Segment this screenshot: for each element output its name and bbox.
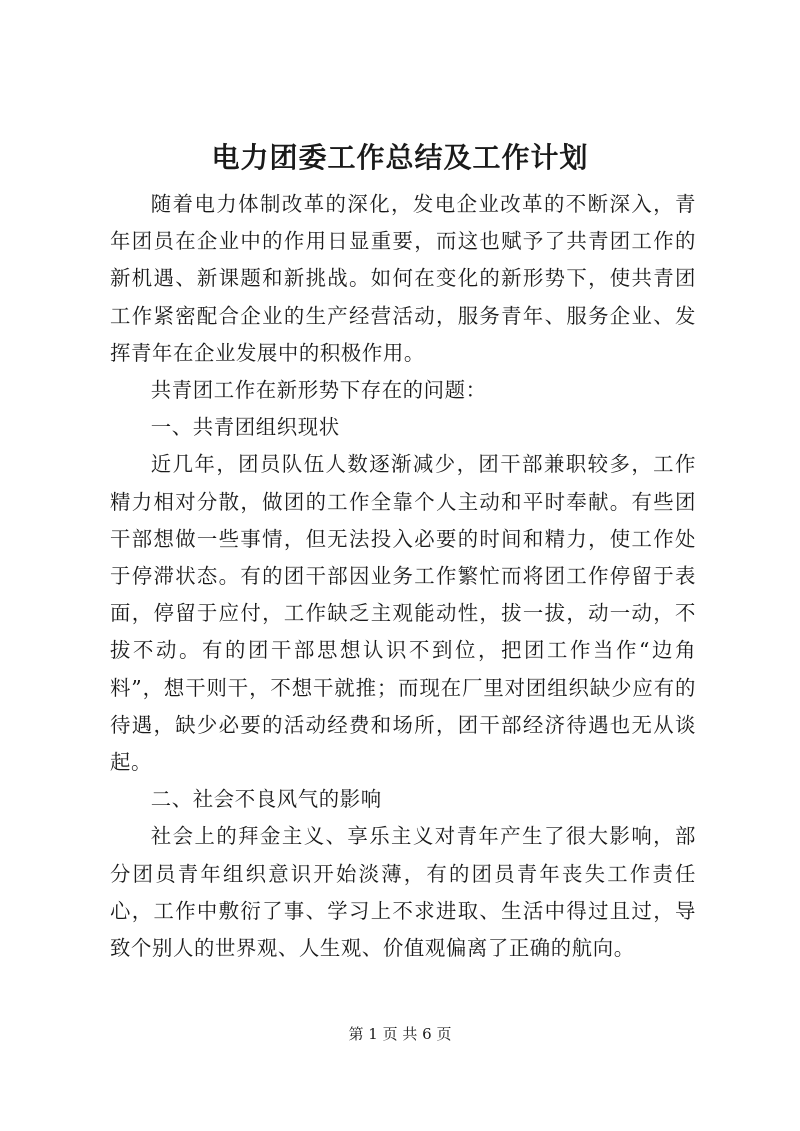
document-body	[110, 186, 696, 967]
page-footer: 第 1 页 共 6 页	[348, 1025, 452, 1043]
paragraph-problems-heading: 共青团工作在新形势下存在的问题：	[150, 378, 487, 403]
paragraph-section-1: 近几年，团员队伍人数逐渐减少，团干部兼职较多，工作精力相对分散，做团的工作全靠个人主动和平时奉献。有些团干部想做一些事情，但无法投入必要的时间和精力，使工作处于停滞状态。有的团干部因业务工作繁忙而将团工作停留于表面，停留于应付，工作缺乏主观能动性，拔一拔，动一动，不拔不动。有的团干部思想认识不到位，把团工作当作“边角料”，想干则干，不想干就推；而现在厂里对团组织缺少应有的待遇，缺少必要的活动经费和场所，团干部经济待遇也无从谈起。	[110, 452, 696, 775]
paragraph-section-2: 社会上的拜金主义、享乐主义对青年产生了很大影响，部分团员青年组织意识开始淡薄，有的团员青年丧失工作责任心，工作中敷衍了事、学习上不求进取、生活中得过且过，导致个别人的世界观、人生观、价值观偏离了正确的航向。	[110, 824, 696, 961]
section-heading-1: 一、共青团组织现状	[150, 415, 340, 440]
paragraph-intro: 随着电力体制改革的深化，发电企业改革的不断深入，青年团员在企业中的作用日显重要，而这也赋予了共青团工作的新机遇、新课题和新挑战。如何在变化的新形势下，使共青团工作紧密配合企业的生产经营活动，服务青年、服务企业、发挥青年在企业发展中的积极作用。	[110, 192, 696, 365]
section-heading-2: 二、社会不良风气的影响	[150, 787, 382, 812]
document-title: 电力团委工作总结及工作计划	[211, 141, 589, 174]
